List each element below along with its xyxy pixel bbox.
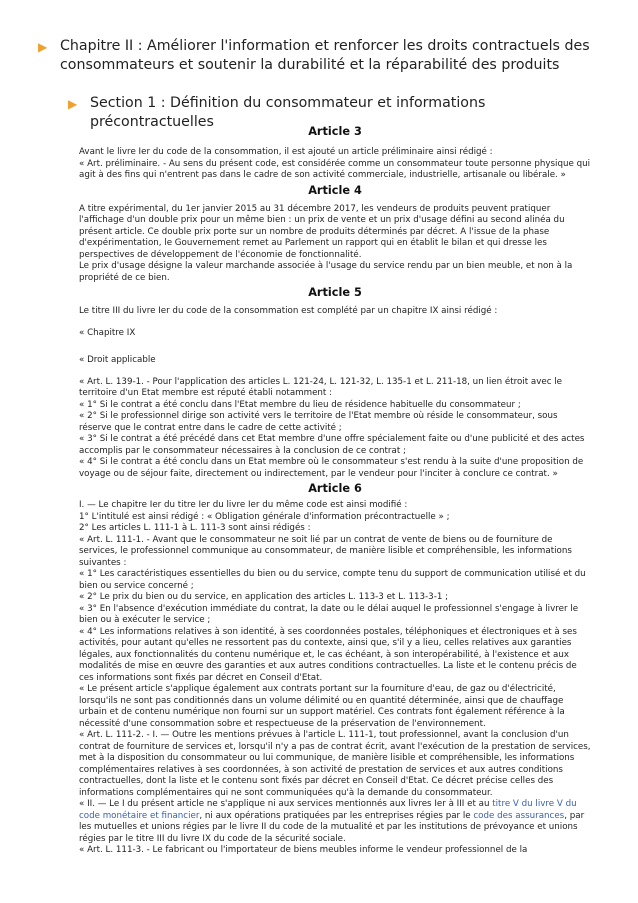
article-paragraph: « Art. L. 139-1. - Pour l'application des articles L. 121-24, L. 121-32, L. 135-1 et L. 211-18, un lien étroit avec le territoire d'un Etat membre est réputé établi notamment : [79,376,562,398]
paragraph-text: « II. — Le I du présent article ne s'applique ni aux services mentionnés aux livres Ier à III et au [79,799,493,809]
article-paragraph: « 1° Les caractéristiques essentielles du bien ou du service, compte tenu du support de communication utilisé et du bien ou service concerné ; [79,569,586,591]
expand-arrow-icon[interactable]: ▶ [38,40,48,54]
article-5-title: Article 5 [308,286,362,299]
article-paragraph: Le titre III du livre Ier du code de la consommation est complété par un chapitre IX ainsi rédigé : [79,306,498,316]
article-paragraph: « 1° Si le contrat a été conclu dans l'Etat membre du lieu de résidence habituelle du consommateur ; [79,399,521,410]
article-paragraph: « Le présent article s'applique également aux contrats portant sur la fourniture d'eau, de gaz ou d'électricité, lorsqu'ils ne sont pas conditionnés dans un volume délimité ou en quantité déterminée, ainsi que de chauffage urbain et de contenu numérique non fourni sur un support matériel. Ces contrats font également référence à la nécessité d'une consommation sobre et respectueuse de la préservation de l'environnement. [79,684,565,729]
article-paragraph: Le prix d'usage désigne la valeur marchande associée à l'usage du service rendu par un bien meuble, et non à la propriété de ce bien. [79,261,573,283]
chapter-title: Chapitre II : Améliorer l'information et renforcer les droits contractuels des consommateurs et soutenir la durabilité et la réparabilité des produits [60,38,590,73]
expand-arrow-icon[interactable]: ▶ [68,97,78,111]
article-paragraph: « 4° Les informations relatives à son identité, à ses coordonnées postales, téléphoniques et électroniques et à ses activités, pour autant qu'elles ne ressortent pas du contexte, ainsi que, s'il y a lieu, celles relatives aux garanties légales, aux fonctionnalités du contenu numérique et, le cas échéant, à son interopérabilité, à l'existence et aux modalités de mise en œuvre des garanties et aux autres conditions contractuelles. La liste et le contenu précis de ces informations sont fixés par décret en Conseil d'Etat. [79,626,577,683]
paragraph-text: , par les mutuelles et unions régies par le livre II du code de la mutualité et par les institutions de prévoyance et unions régies par le titre III du livre IX du code de la sécurité sociale. [79,810,585,844]
chapter-heading[interactable] [38,37,608,75]
articles-content [79,123,591,857]
article-paragraph: « 3° Si le contrat a été précédé dans cet Etat membre d'une offre spécialement faite ou d'une publicité et des actes accomplis par le consommateur nécessaires à la conclusion de ce contrat ; [79,434,585,456]
paragraph-text: , ni aux opérations pratiquées par les entreprises régies par le [199,810,474,821]
link-insurance-code[interactable]: code des assurances [473,810,565,821]
article-paragraph: « 2° Le prix du bien ou du service, en application des articles L. 113-3 et L. 113-3-1 ; [79,592,449,602]
article-paragraph: « Art. L. 111-1. - Avant que le consommateur ne soit lié par un contrat de vente de biens ou de fourniture de services, le professionnel communique au consommateur, de manière lisible et compréhensible, les informations suivantes : [79,534,572,568]
article-paragraph: « Art. L. 111-2. - I. — Outre les mentions prévues à l'article L. 111-1, tout professionnel, avant la conclusion d'un contrat de fourniture de services et, lorsqu'il n'y a pas de contrat écrit, avant l'exécution de la prestation de services, met à la disposition du consommateur ou lui communique, de manière lisible et compréhensible, les informations complémentaires relatives à ses coordonnées, à son activité de prestation de services et aux autres conditions contractuelles, dont la liste et le contenu sont fixés par décret en Conseil d'Etat. Ce décret précise celles des informations complémentaires qui ne sont communiquées qu'à la demande du consommateur. [79,730,591,798]
article-paragraph: « Art. L. 111-3. - Le fabricant ou l'importateur de biens meubles informe le vendeur professionnel de la [79,845,528,855]
article-paragraph: A titre expérimental, du 1er janvier 2015 au 31 décembre 2017, les vendeurs de produits peuvent pratiquer l'affichage d'un double prix pour un même bien : un prix de vente et un prix d'usage défini au second alinéa du présent article. Ce double prix porte sur un nombre de produits déterminés par décret. A l'issue de la phase d'expérimentation, le Gouvernement remet au Parlement un rapport qui en établit le bilan et qui dresse les perspectives de développement de l'économie de fonctionnalité. [79,203,565,260]
article-paragraph: « 4° Si le contrat a été conclu dans un Etat membre où le consommateur s'est rendu à la suite d'une proposition de voyage ou de séjour faite, directement ou indirectement, par le vendeur pour l'inciter à conclure ce contrat. » [79,457,584,479]
article-6-title: Article 6 [308,482,362,495]
article-4-title: Article 4 [308,183,362,197]
article-paragraph: 2° Les articles L. 111-1 à L. 111-3 sont ainsi rédigés : [79,523,311,533]
article-paragraph: « 2° Si le professionnel dirige son activité vers le territoire de l'Etat membre où réside le consommateur, sous réserve que le contrat entre dans le cadre de cette activité ; [79,411,558,433]
article-paragraph: « Droit applicable [79,355,156,365]
article-paragraph: I. — Le chapitre Ier du titre Ier du livre Ier du même code est ainsi modifié : [79,500,408,510]
article-paragraph [79,799,591,845]
article-3-title: Article 3 [308,125,362,138]
article-paragraph: 1° L'intitulé est ainsi rédigé : « Obligation générale d'information précontractuelle » ; [79,511,450,522]
link-monetary-code[interactable]: titre V du livre V du code monétaire et financier [79,799,577,821]
article-paragraph: « Art. préliminaire. - Au sens du présent code, est considérée comme un consommateur toute personne physique qui agit à des fins qui n'entrent pas dans le cadre de son activité commerciale, industrielle, artisanale ou libérale. » [79,158,591,180]
article-paragraph: Avant le livre Ier du code de la consommation, il est ajouté un article préliminaire ainsi rédigé : [79,147,493,157]
article-paragraph: « 3° En l'absence d'exécution immédiate du contrat, la date ou le délai auquel le professionnel s'engage à livrer le bien ou à exécuter le service ; [79,603,579,625]
section-title: Section 1 : Définition du consommateur et informations précontractuelles [90,95,486,130]
article-paragraph: « Chapitre IX [79,327,136,338]
